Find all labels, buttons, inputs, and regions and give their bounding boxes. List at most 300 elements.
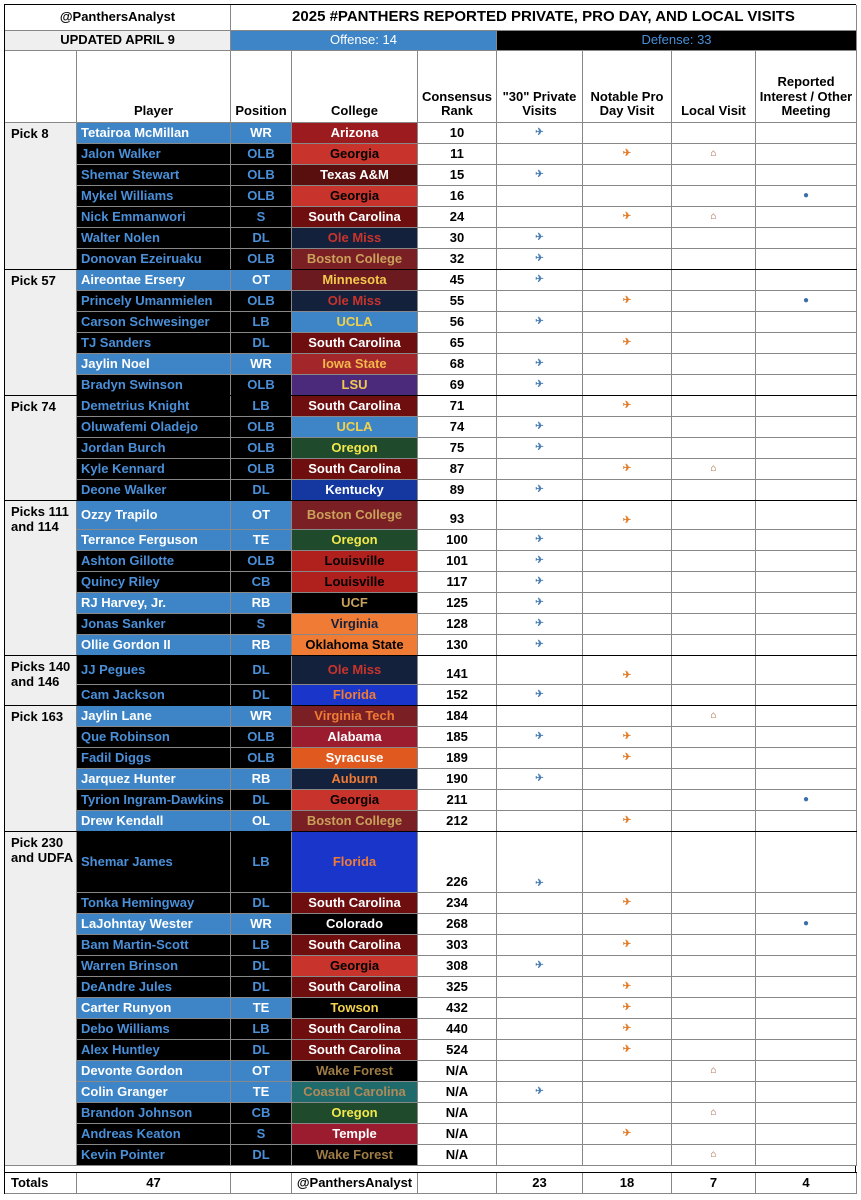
consensus-rank: 303 [446, 936, 468, 952]
rank-cell [418, 614, 497, 635]
position-label: OLB [247, 749, 275, 765]
airplane-icon: ✈ [535, 534, 544, 546]
position-cell [231, 706, 292, 727]
visit-cell-other [756, 354, 857, 375]
visit-cell-proday [583, 1019, 672, 1040]
position-cell [231, 333, 292, 354]
player-cell [77, 614, 231, 635]
rank-cell [418, 1040, 497, 1061]
player-cell [77, 249, 231, 270]
visit-cell-local [672, 790, 756, 811]
position-cell [231, 1145, 292, 1166]
visit-cell-other [756, 656, 857, 685]
visit-cell-proday [583, 354, 672, 375]
position-label: OL [251, 812, 271, 828]
rank-cell [418, 832, 497, 893]
visit-cell-proday [583, 1103, 672, 1124]
visit-cell-other [756, 706, 857, 727]
pick-group-label [5, 656, 77, 706]
airplane-icon: ✈ [535, 253, 544, 265]
visit-cell-local [672, 1061, 756, 1082]
college-name: South Carolina [308, 978, 401, 994]
position-cell [231, 291, 292, 312]
visit-cell-private [497, 614, 583, 635]
player-name: Andreas Keaton [81, 1125, 181, 1141]
runner-icon: ✈ [622, 463, 632, 475]
player-cell [77, 893, 231, 914]
position-cell [231, 207, 292, 228]
visit-cell-private [497, 186, 583, 207]
rank-cell [418, 635, 497, 656]
visit-cell-local [672, 228, 756, 249]
college-name: Boston College [306, 506, 403, 522]
pick-group-label [5, 396, 77, 501]
header-pick [5, 51, 77, 123]
college-cell [292, 614, 418, 635]
visit-cell-local [672, 530, 756, 551]
totals-private: 23 [532, 1174, 547, 1190]
visit-cell-local [672, 935, 756, 956]
house-icon: ⌂ [710, 148, 717, 160]
visit-cell-other [756, 914, 857, 935]
consensus-rank: 101 [446, 552, 468, 568]
player-cell [77, 1103, 231, 1124]
player-name: DeAndre Jules [81, 978, 173, 994]
visit-cell-other [756, 375, 857, 396]
position-cell [231, 396, 292, 417]
position-label: CB [251, 573, 271, 589]
consensus-rank: 130 [446, 636, 468, 652]
group-divider [5, 395, 857, 396]
pick-group-label [5, 832, 77, 1166]
position-label: DL [252, 229, 270, 245]
rank-cell [418, 593, 497, 614]
header-rank [418, 51, 497, 123]
consensus-rank: 211 [446, 791, 468, 807]
position-cell [231, 354, 292, 375]
player-name: Carter Runyon [81, 999, 172, 1015]
visit-cell-other [756, 1061, 857, 1082]
college-cell [292, 998, 418, 1019]
rank-cell [418, 769, 497, 790]
visit-cell-private [497, 769, 583, 790]
visit-cell-private [497, 1019, 583, 1040]
visit-cell-local [672, 501, 756, 530]
college-name: South Carolina [308, 334, 401, 350]
visit-cell-proday [583, 551, 672, 572]
speech-bubble-icon: ● [802, 190, 810, 202]
college-name: Colorado [325, 915, 384, 931]
visit-cell-other [756, 417, 857, 438]
totals-handle: @PanthersAnalyst [296, 1174, 413, 1190]
visit-cell-other [756, 635, 857, 656]
visit-cell-other [756, 165, 857, 186]
player-name: Drew Kendall [81, 812, 164, 828]
player-name: Tonka Hemingway [81, 894, 195, 910]
consensus-rank: 65 [449, 334, 465, 350]
position-cell [231, 811, 292, 832]
airplane-icon: ✈ [535, 316, 544, 328]
college-name: Ole Miss [327, 229, 382, 245]
runner-icon: ✈ [622, 669, 632, 681]
visit-cell-local [672, 144, 756, 165]
player-cell [77, 270, 231, 291]
airplane-icon: ✈ [535, 960, 544, 972]
visit-cell-private [497, 228, 583, 249]
position-label: S [256, 208, 266, 224]
position-label: DL [252, 1146, 270, 1162]
visit-cell-private [497, 375, 583, 396]
college-cell [292, 1124, 418, 1145]
pick-group-label [5, 270, 77, 396]
header-proday [583, 51, 672, 123]
player-name: Warren Brinson [81, 957, 179, 973]
visit-cell-local [672, 207, 756, 228]
rank-cell [418, 935, 497, 956]
runner-icon: ✈ [622, 1044, 632, 1056]
college-cell [292, 312, 418, 333]
college-name: Oklahoma State [305, 636, 404, 652]
consensus-rank: 87 [449, 460, 465, 476]
player-name: TJ Sanders [81, 334, 152, 350]
visit-cell-proday [583, 480, 672, 501]
position-label: LB [252, 313, 270, 329]
position-label: OT [251, 1062, 271, 1078]
player-name: Kevin Pointer [81, 1146, 165, 1162]
college-name: Auburn [331, 770, 378, 786]
totals-other-cell [756, 1173, 857, 1194]
visit-cell-proday [583, 635, 672, 656]
rank-cell [418, 207, 497, 228]
position-cell [231, 530, 292, 551]
visit-cell-proday [583, 249, 672, 270]
runner-icon: ✈ [622, 148, 632, 160]
visit-cell-local [672, 1145, 756, 1166]
position-label: DL [252, 894, 270, 910]
airplane-icon: ✈ [535, 576, 544, 588]
player-cell [77, 186, 231, 207]
college-name: Oregon [331, 1104, 378, 1120]
rank-cell [418, 748, 497, 769]
player-name: Jonas Sanker [81, 615, 166, 631]
runner-icon: ✈ [622, 815, 632, 827]
position-cell [231, 977, 292, 998]
position-label: LB [252, 936, 270, 952]
college-name: UCLA [336, 313, 373, 329]
visit-cell-private [497, 893, 583, 914]
college-name: Georgia [329, 957, 380, 973]
visit-cell-local [672, 123, 756, 144]
totals-proday: 18 [619, 1174, 635, 1190]
visit-cell-local [672, 1082, 756, 1103]
consensus-rank: 308 [446, 957, 468, 973]
visit-cell-proday [583, 228, 672, 249]
visit-cell-private [497, 417, 583, 438]
visit-cell-private [497, 354, 583, 375]
visit-cell-local [672, 354, 756, 375]
visit-cell-private [497, 572, 583, 593]
title-cell [231, 5, 857, 31]
position-label: RB [251, 636, 271, 652]
player-cell [77, 998, 231, 1019]
player-name: Tetairoa McMillan [81, 124, 190, 140]
player-cell [77, 207, 231, 228]
visit-cell-local [672, 186, 756, 207]
position-cell [231, 551, 292, 572]
airplane-icon: ✈ [535, 555, 544, 567]
rank-cell [418, 228, 497, 249]
college-name: Oregon [331, 439, 378, 455]
visit-cell-proday [583, 685, 672, 706]
updated-text: UPDATED APRIL 9 [60, 32, 175, 48]
position-label: RB [251, 594, 271, 610]
rank-cell [418, 551, 497, 572]
runner-icon: ✈ [622, 211, 632, 223]
airplane-icon: ✈ [535, 1086, 544, 1098]
consensus-rank: 190 [446, 770, 468, 786]
rank-cell [418, 123, 497, 144]
college-cell [292, 1145, 418, 1166]
position-cell [231, 832, 292, 893]
player-cell [77, 1124, 231, 1145]
runner-icon: ✈ [622, 1128, 632, 1140]
visit-cell-local [672, 1103, 756, 1124]
consensus-rank: 11 [450, 145, 464, 161]
airplane-icon: ✈ [535, 639, 544, 651]
visit-cell-other [756, 1145, 857, 1166]
visit-cell-proday [583, 977, 672, 998]
position-label: DL [252, 686, 270, 702]
visit-cell-private [497, 811, 583, 832]
college-name: LSU [341, 376, 368, 392]
player-name: Kyle Kennard [81, 460, 165, 476]
player-cell [77, 396, 231, 417]
college-cell [292, 935, 418, 956]
player-name: Shemar James [81, 853, 173, 869]
player-name: Jalon Walker [81, 145, 161, 161]
position-label: OLB [247, 460, 275, 476]
position-label: OLB [247, 418, 275, 434]
player-name: Brandon Johnson [81, 1104, 193, 1120]
college-cell [292, 1019, 418, 1040]
visit-cell-local [672, 635, 756, 656]
visit-cell-private [497, 727, 583, 748]
position-cell [231, 593, 292, 614]
college-cell [292, 635, 418, 656]
position-label: LB [252, 853, 270, 869]
house-icon: ⌂ [710, 710, 717, 722]
totals-label: Totals [11, 1174, 49, 1190]
college-cell [292, 790, 418, 811]
college-cell [292, 375, 418, 396]
visit-cell-other [756, 459, 857, 480]
position-cell [231, 1082, 292, 1103]
visit-cell-other [756, 530, 857, 551]
house-icon: ⌂ [710, 1065, 717, 1077]
visit-cell-proday [583, 998, 672, 1019]
rank-cell [418, 572, 497, 593]
visit-cell-other [756, 935, 857, 956]
group-divider [5, 705, 857, 706]
visit-cell-proday [583, 459, 672, 480]
college-name: Louisville [324, 573, 385, 589]
college-cell [292, 480, 418, 501]
position-cell [231, 438, 292, 459]
consensus-rank: 141 [446, 666, 468, 682]
rank-cell [418, 501, 497, 530]
college-name: Georgia [329, 791, 380, 807]
visit-cell-private [497, 165, 583, 186]
rank-cell [418, 656, 497, 685]
visit-cell-private [497, 333, 583, 354]
pick-label: Picks 111 and 114 [11, 504, 69, 534]
visit-cell-other [756, 977, 857, 998]
visit-cell-proday [583, 123, 672, 144]
rank-cell [418, 1019, 497, 1040]
player-cell [77, 811, 231, 832]
visit-cell-local [672, 551, 756, 572]
player-name: Tyrion Ingram-Dawkins [81, 791, 224, 807]
rank-cell [418, 1103, 497, 1124]
visit-cell-other [756, 144, 857, 165]
position-label: DL [252, 957, 270, 973]
visit-cell-local [672, 312, 756, 333]
college-name: Ole Miss [327, 661, 382, 677]
totals-local: 7 [709, 1174, 718, 1190]
college-name: Towson [330, 999, 379, 1015]
visit-cell-local [672, 832, 756, 893]
player-name: LaJohntay Wester [81, 915, 193, 931]
player-name: Demetrius Knight [81, 397, 190, 413]
consensus-rank: 32 [449, 250, 465, 266]
group-divider [5, 269, 857, 270]
visit-cell-proday [583, 956, 672, 977]
player-cell [77, 685, 231, 706]
visit-cell-private [497, 790, 583, 811]
position-label: WR [250, 707, 272, 723]
visit-cell-other [756, 1040, 857, 1061]
visit-cell-other [756, 438, 857, 459]
position-cell [231, 249, 292, 270]
visit-cell-other [756, 998, 857, 1019]
player-name: Nick Emmanwori [81, 208, 186, 224]
airplane-icon: ✈ [535, 877, 544, 889]
college-name: Ole Miss [327, 292, 382, 308]
runner-icon: ✈ [622, 752, 632, 764]
header-player-label: Player [133, 103, 174, 119]
visit-cell-proday [583, 438, 672, 459]
position-cell [231, 312, 292, 333]
rank-cell [418, 291, 497, 312]
player-cell [77, 375, 231, 396]
rank-cell [418, 706, 497, 727]
visit-cell-other [756, 614, 857, 635]
position-cell [231, 1061, 292, 1082]
position-cell [231, 501, 292, 530]
position-label: OLB [247, 292, 275, 308]
header-private-label: "30" Private Visits [502, 88, 577, 119]
player-cell [77, 417, 231, 438]
college-cell [292, 748, 418, 769]
consensus-rank: 185 [446, 728, 468, 744]
rank-cell [418, 438, 497, 459]
visit-cell-local [672, 685, 756, 706]
player-name: Princely Umanmielen [81, 292, 213, 308]
position-label: OLB [247, 250, 275, 266]
visit-cell-private [497, 1145, 583, 1166]
header-private [497, 51, 583, 123]
pick-group-label [5, 123, 77, 270]
visit-cell-other [756, 685, 857, 706]
totals-players: 47 [146, 1174, 161, 1190]
visit-cell-other [756, 123, 857, 144]
consensus-rank: 234 [446, 894, 468, 910]
visit-cell-proday [583, 893, 672, 914]
consensus-rank: 125 [446, 594, 468, 610]
visit-cell-local [672, 614, 756, 635]
college-cell [292, 417, 418, 438]
college-name: Iowa State [322, 355, 387, 371]
header-other [756, 51, 857, 123]
consensus-rank: 440 [446, 1020, 468, 1036]
position-label: TE [252, 531, 270, 547]
airplane-icon: ✈ [535, 127, 544, 139]
consensus-rank: 45 [449, 271, 465, 287]
visit-cell-private [497, 832, 583, 893]
totals-label-cell [5, 1173, 77, 1194]
visit-cell-proday [583, 1145, 672, 1166]
visit-cell-proday [583, 270, 672, 291]
defense-count: Defense: 33 [641, 32, 712, 48]
runner-icon: ✈ [622, 1002, 632, 1014]
visit-cell-private [497, 1061, 583, 1082]
visit-cell-local [672, 998, 756, 1019]
player-name: JJ Pegues [81, 661, 146, 677]
player-cell [77, 530, 231, 551]
visit-cell-local [672, 459, 756, 480]
college-name: South Carolina [308, 397, 401, 413]
college-name: South Carolina [308, 1041, 401, 1057]
visit-cell-private [497, 1124, 583, 1145]
consensus-rank: N/A [445, 1104, 469, 1120]
visit-cell-local [672, 706, 756, 727]
runner-icon: ✈ [622, 897, 632, 909]
visit-cell-local [672, 291, 756, 312]
consensus-rank: 93 [449, 511, 465, 527]
consensus-rank: N/A [445, 1125, 469, 1141]
player-name: Aireontae Ersery [81, 271, 186, 287]
player-cell [77, 635, 231, 656]
college-name: Oregon [331, 531, 378, 547]
player-name: Bradyn Swinson [81, 376, 183, 392]
visit-cell-local [672, 893, 756, 914]
player-cell [77, 144, 231, 165]
visit-cell-other [756, 572, 857, 593]
visit-cell-private [497, 685, 583, 706]
rank-cell [418, 530, 497, 551]
college-cell [292, 459, 418, 480]
consensus-rank: 30 [449, 229, 465, 245]
position-cell [231, 123, 292, 144]
position-label: WR [250, 915, 272, 931]
visit-cell-proday [583, 914, 672, 935]
rank-cell [418, 354, 497, 375]
college-name: Louisville [324, 552, 385, 568]
position-cell [231, 1103, 292, 1124]
consensus-rank: N/A [445, 1146, 469, 1162]
visit-cell-proday [583, 333, 672, 354]
college-name: Boston College [306, 812, 403, 828]
